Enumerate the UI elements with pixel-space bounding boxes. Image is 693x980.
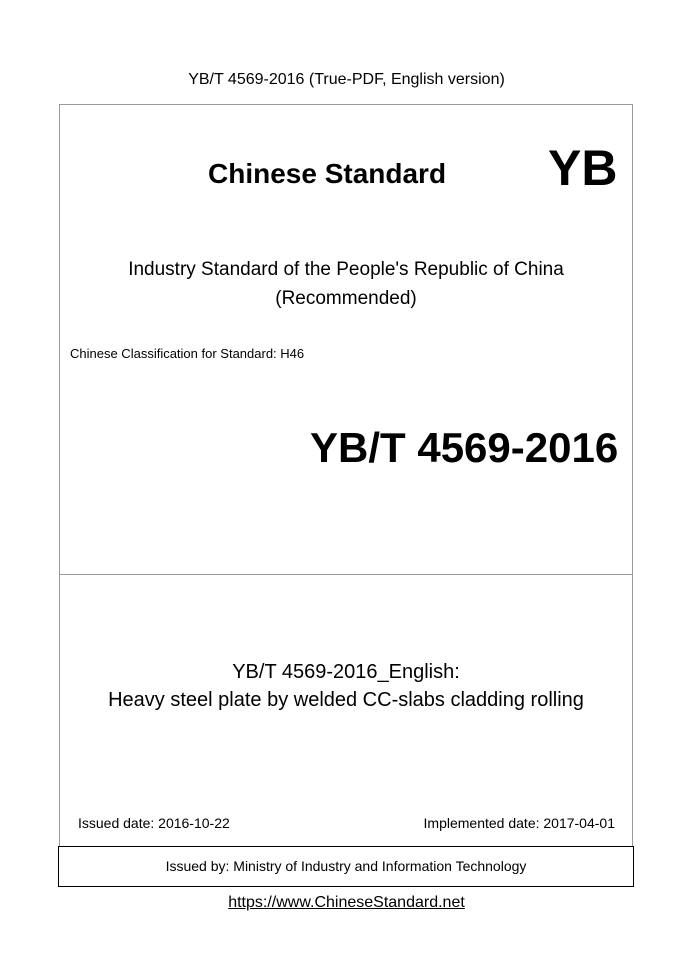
recommended-line: (Recommended): [275, 288, 417, 309]
english-subtitle: Heavy steel plate by welded CC-slabs cladding rolling: [108, 689, 584, 711]
issued-date: Issued date: 2016-10-22: [78, 815, 230, 831]
english-title: YB/T 4569-2016_English:: [232, 661, 460, 683]
issued-by-line: Issued by: Ministry of Industry and Information Technology: [165, 858, 527, 874]
standard-number: YB/T 4569-2016: [310, 424, 619, 471]
industry-standard-line: Industry Standard of the People's Republic of China: [128, 259, 564, 280]
document-header: YB/T 4569-2016 (True-PDF, English version): [188, 71, 505, 88]
classification-line: Chinese Classification for Standard: H46: [70, 346, 305, 361]
cover-heading: Chinese Standard: [208, 158, 447, 189]
implemented-date: Implemented date: 2017-04-01: [423, 815, 615, 831]
website-link[interactable]: https://www.ChineseStandard.net: [228, 894, 465, 911]
standard-code-mark: YB: [548, 140, 618, 196]
